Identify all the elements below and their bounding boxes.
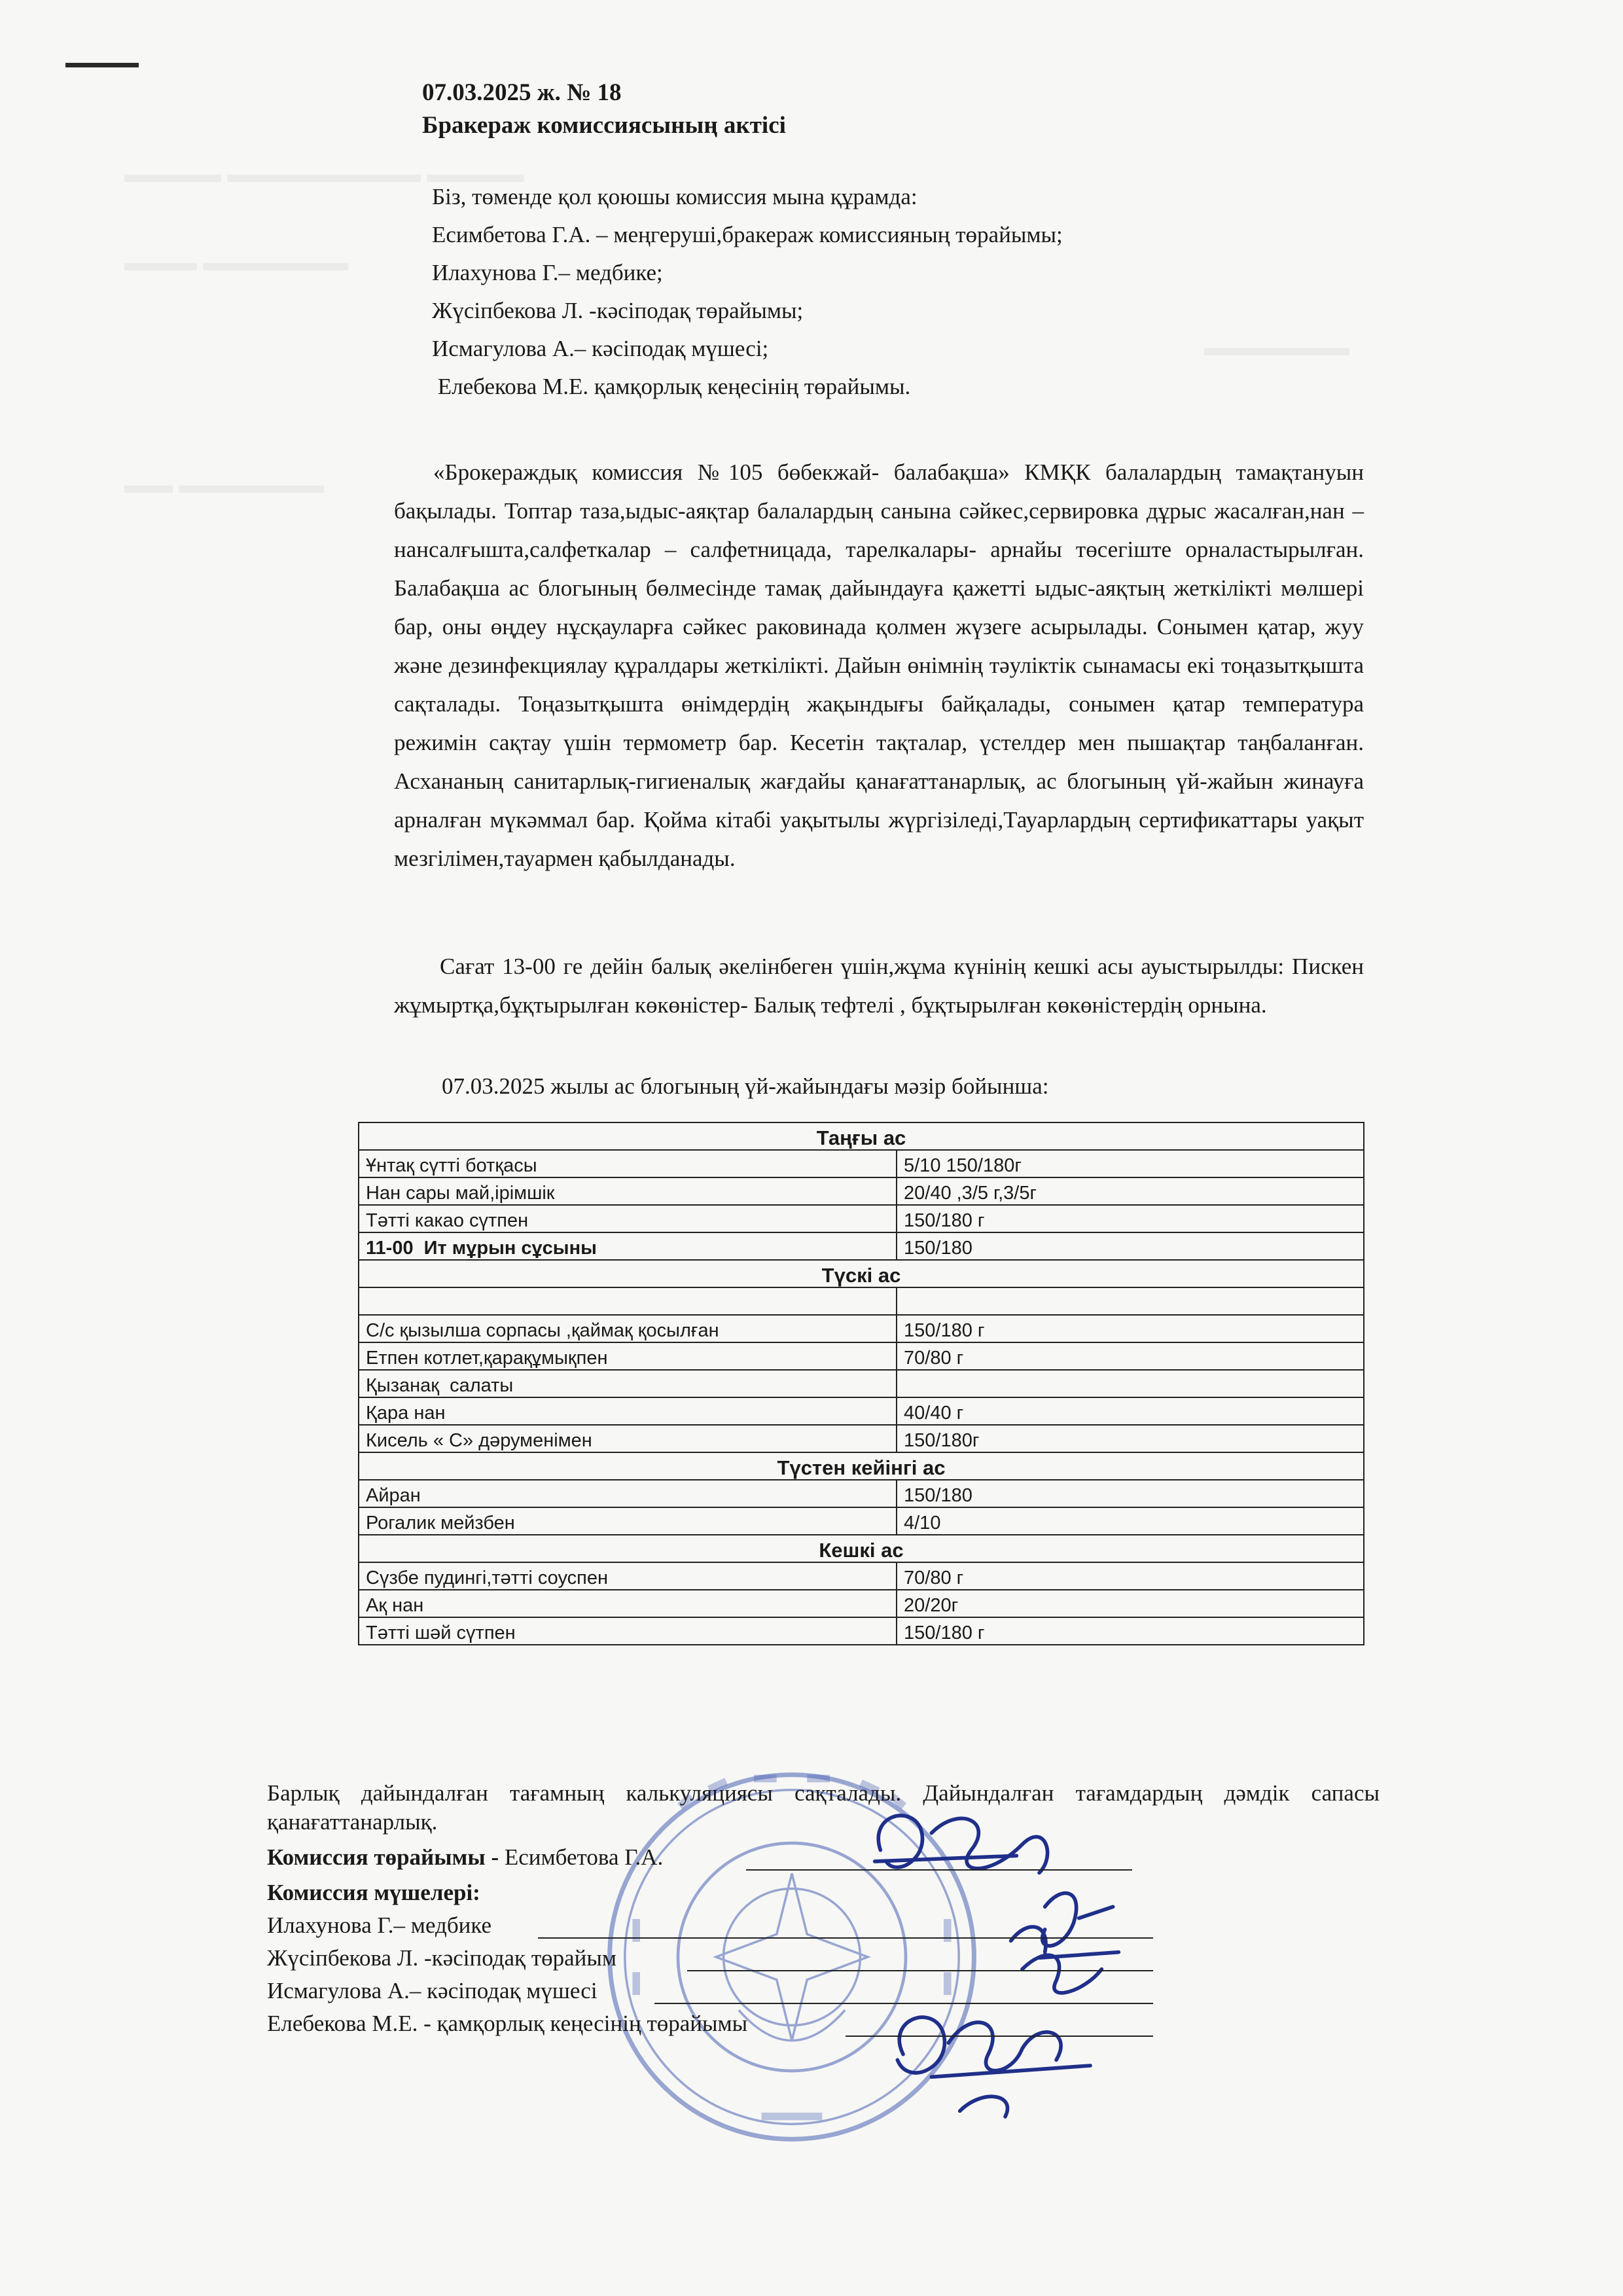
dish-name: Етпен котлет,қарақұмықпен xyxy=(359,1342,897,1370)
dish-portion: 70/80 г xyxy=(897,1342,1364,1370)
act-date-number: 07.03.2025 ж. № 18 xyxy=(422,79,622,106)
dish-portion: 150/180 г xyxy=(897,1205,1364,1232)
menu-table xyxy=(358,1122,1364,1645)
menu-intro: 07.03.2025 жылы ас блогының үй-жайындағы мәзір бойынша: xyxy=(442,1073,1049,1099)
dish-name xyxy=(359,1287,897,1315)
dish-portion: 150/180 г xyxy=(897,1617,1364,1645)
member-line: Исмагулова А.– кәсіподақ мүшесі xyxy=(267,1978,597,2003)
table-row xyxy=(359,1287,1364,1315)
dish-portion: 20/40 ,3/5 г,3/5г xyxy=(897,1177,1364,1205)
dish-name: Ұнтақ сүтті ботқасы xyxy=(359,1150,897,1177)
dish-portion: 70/80 г xyxy=(897,1562,1364,1590)
composition-line: Есимбетова Г.А. – меңгеруші,бракераж комиссияның төрайымы; xyxy=(432,222,1063,247)
section-breakfast: Таңғы ас xyxy=(359,1122,1364,1150)
composition-line: Илахунова Г.– медбике; xyxy=(432,260,663,285)
dish-name: Айран xyxy=(359,1480,897,1507)
dish-portion: 150/180 xyxy=(897,1480,1364,1507)
table-row xyxy=(359,1507,1364,1535)
member-signature-line xyxy=(687,1970,1153,1971)
dish-portion xyxy=(897,1370,1364,1397)
member-signature-line xyxy=(654,2003,1153,2004)
dish-portion: 5/10 150/180г xyxy=(897,1150,1364,1177)
bleed-through-text xyxy=(1204,334,1349,362)
dish-name: Тәтті какао сүтпен xyxy=(359,1205,897,1232)
table-row xyxy=(359,1342,1364,1370)
composition-line: Исмагулова А.– кәсіподақ мүшесі; xyxy=(432,336,769,361)
table-row xyxy=(359,1480,1364,1507)
inspection-paragraph: «Брокераждық комиссия №105 бөбекжай- балабақша» КМҚК балалардың тамақтануын бақылады. Топтар таза,ыдыс-аяқтар балалардың санына сәйкес,сервировка дұрыс жасалған,нан –нансалғышта,салфеткалар – салфетницада, тарелкалары- арнайы төсегіште орналастырылған. Балабақша ас блогының бөлмесінде тамақ дайындауға қажетті ыдыс-аяқтың жеткілікті мөлшері бар, оны өңдеу нұсқауларға сәйкес раковинада қолмен жүзеге асырылады. Сонымен қатар, жуу және дезинфекциялау құралдары жеткілікті. Дайын өнімнің тәуліктік сынамасы екі тоңазытқышта сақталады. Тоңазытқышта өнімдердің жақындығы байқалады, сонымен қатар температура режимін сақтау үшін термометр бар. Кесетін тақталар, үстелдер мен пышақтар таңбаланған. Асхананың санитарлық-гигиеналық жағдайы қанағаттанарлық, ас блогының үй-жайын жинауға арналған мүкәммал бар. Қойма кітабі уақытылы жүргізіледі,Тауарлардың сертификаттары уақыт мезгілімен,тауармен қабылданады. xyxy=(394,459,1364,871)
act-title: Бракераж комиссиясының актісі xyxy=(422,112,786,139)
menu-change-paragraph: Сағат 13-00 ге дейін балық әкелінбеген үшін,жұма күнінің кешкі асы ауыстырылды: Пискен жұмыртқа,бұқтырылған көкөністер- Балық тефтелі , бұқтырылған көкөністердің орнына. xyxy=(394,954,1364,1018)
dish-name: Ақ нан xyxy=(359,1590,897,1617)
dish-portion: 4/10 xyxy=(897,1507,1364,1535)
dish-portion: 20/20г xyxy=(897,1590,1364,1617)
dish-name: Сүзбе пудингі,тәтті соуспен xyxy=(359,1562,897,1590)
dish-name: Нан сары май,ірімшік xyxy=(359,1177,897,1205)
table-row xyxy=(359,1205,1364,1232)
table-row xyxy=(359,1232,1364,1260)
dish-name: 11-00 Ит мұрын сұсыны xyxy=(359,1232,897,1260)
table-row xyxy=(359,1370,1364,1397)
table-row xyxy=(359,1425,1364,1452)
dish-name: Рогалик мейзбен xyxy=(359,1507,897,1535)
handwritten-signatures xyxy=(838,1793,1139,2134)
composition-line: Жүсіпбекова Л. -кәсіподақ төрайымы; xyxy=(432,298,804,323)
bleed-through-text xyxy=(124,249,348,277)
composition-line: Елебекова М.Е. қамқорлық кеңесінің төрайымы. xyxy=(432,374,911,399)
member-line: Жүсіпбекова Л. -кәсіподақ төрайым xyxy=(267,1945,617,1971)
dish-name: С/с қызылша сорпасы ,қаймақ қосылған xyxy=(359,1315,897,1342)
dish-name: Қара нан xyxy=(359,1397,897,1425)
chair-signature-line xyxy=(746,1869,1132,1871)
chair-line xyxy=(267,1844,663,1871)
composition-line: Біз, төменде қол қоюшы комиссия мына құрамда: xyxy=(432,184,918,209)
conclusion-text: Барлық дайындалған тағамның калькуляциясы сақталады. Дайындалған тағамдардың дәмдік сапасы қанағаттанарлық. xyxy=(267,1780,1380,1835)
dish-portion xyxy=(897,1287,1364,1315)
member-signature-line xyxy=(538,1937,1153,1939)
dish-portion: 40/40 г xyxy=(897,1397,1364,1425)
table-row xyxy=(359,1315,1364,1342)
members-label: Комиссия мүшелері: xyxy=(267,1880,480,1905)
table-row xyxy=(359,1562,1364,1590)
table-row xyxy=(359,1590,1364,1617)
table-row xyxy=(359,1397,1364,1425)
section-lunch: Түскі ас xyxy=(359,1260,1364,1287)
dish-portion: 150/180 xyxy=(897,1232,1364,1260)
member-line: Илахунова Г.– медбике xyxy=(267,1912,492,1938)
chair-label: Комиссия төрайымы - xyxy=(267,1844,505,1870)
dish-name: Қызанақ салаты xyxy=(359,1370,897,1397)
section-snack: Түстен кейінгі ас xyxy=(359,1452,1364,1480)
top-dash-mark xyxy=(65,63,139,67)
bleed-through-text xyxy=(124,471,324,499)
dish-name: Тәтті шәй сүтпен xyxy=(359,1617,897,1645)
chair-name: Есимбетова Г.А. xyxy=(504,1844,664,1870)
section-dinner: Кешкі ас xyxy=(359,1535,1364,1562)
dish-name: Кисель « С» дәруменімен xyxy=(359,1425,897,1452)
dish-portion: 150/180г xyxy=(897,1425,1364,1452)
commission-composition xyxy=(432,178,1063,406)
table-row xyxy=(359,1177,1364,1205)
table-row xyxy=(359,1617,1364,1645)
member-line: Елебекова М.Е. - қамқорлық кеңесінің төрайымы xyxy=(267,2011,748,2036)
member-signature-line xyxy=(846,2036,1153,2037)
dish-portion: 150/180 г xyxy=(897,1315,1364,1342)
table-row xyxy=(359,1150,1364,1177)
